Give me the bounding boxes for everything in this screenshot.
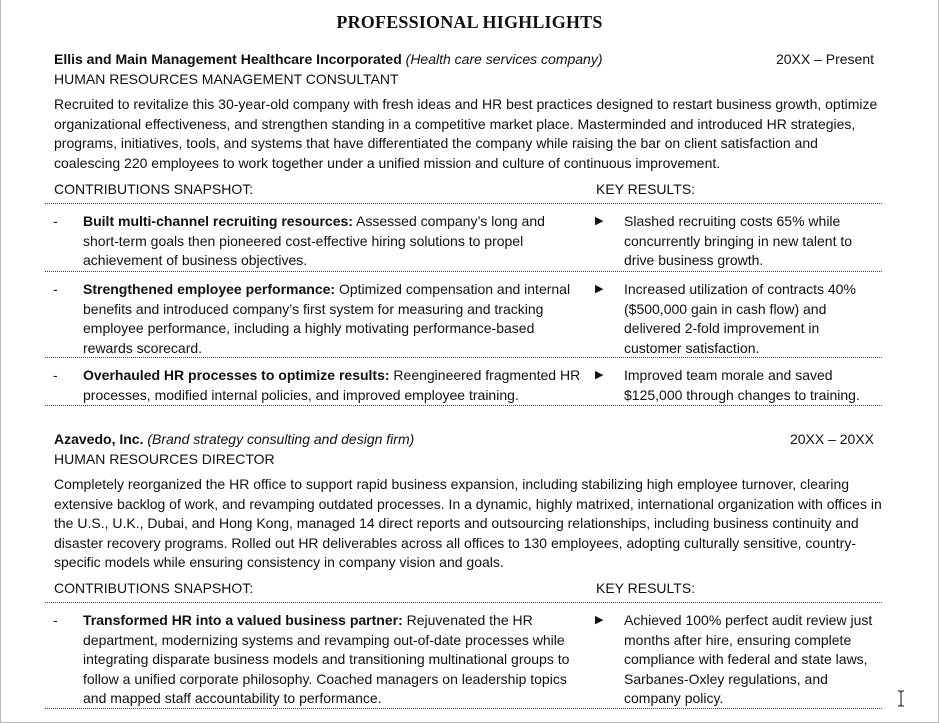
result-text: Slashed recruiting costs 65% while concurrently bringing in new talent to drive business growth. xyxy=(624,213,853,268)
contribution-heading: Strengthened employee performance: xyxy=(83,281,336,297)
contributions-label: CONTRIBUTIONS SNAPSHOT: xyxy=(54,181,254,197)
contribution-heading: Overhauled HR processes to optimize results: xyxy=(83,367,390,383)
contributions-label: CONTRIBUTIONS SNAPSHOT: xyxy=(54,580,254,596)
arrow-bullet-icon: ▶ xyxy=(595,369,604,381)
job-header xyxy=(54,430,876,469)
row-divider xyxy=(45,271,882,272)
contribution-body: Reengineered fragmented HR processes, modified internal policies, and improved employee training. xyxy=(83,367,581,403)
job-summary: Recruited to revitalize this 30-year-old company with fresh ideas and HR best practices designed to restart business growth, optimize organizational effectiveness, and strengthen standing in a competitive market place. Masterminded and introduced HR strategies, programs, initiatives, tools, and systems that have differentiated the company while raising the bar on client satisfaction and coalescing 220 employees to work together under a unified mission and culture of continuous improvement. xyxy=(54,96,878,171)
contribution-text xyxy=(83,366,583,405)
arrow-bullet-icon: ▶ xyxy=(595,215,604,227)
company-description: (Brand strategy consulting and design firm) xyxy=(147,431,415,447)
contribution-heading: Built multi-channel recruiting resources: xyxy=(83,213,353,229)
result-text: Improved team morale and saved $125,000 through changes to training. xyxy=(624,367,860,403)
contribution-body: Assessed company’s long and short-term goals then pioneered cost-effective hiring solutions to propel achievement of business objectives. xyxy=(83,213,545,268)
company-name: Azavedo, Inc. xyxy=(54,431,144,447)
row-divider xyxy=(45,708,882,709)
key-results-label: KEY RESULTS: xyxy=(596,181,696,197)
dash-marker: - xyxy=(53,367,58,383)
job-title: HUMAN RESOURCES DIRECTOR xyxy=(54,450,275,467)
row-divider xyxy=(45,405,882,406)
job-header xyxy=(54,50,876,89)
job-dates: 20XX – 20XX xyxy=(789,431,874,447)
job-summary: Completely reorganized the HR office to support rapid business expansion, including stabilizing high employee turnover, clearing extensive backlog of work, and revamping outdated processes. In a dynamic, highly matrixed, international organization with offices in the U.S., U.K., Dubai, and Hong Kong, managed 14 direct reports and outsourcing relationships, including business continuity and disaster recovery programs. Rolled out HR deliverables across all offices to 130 employees, adopting culturally sensitive, country-specific models while ensuring consistency in company vision and goals. xyxy=(54,476,882,570)
contribution-text xyxy=(83,611,583,709)
key-results-label: KEY RESULTS: xyxy=(596,580,696,596)
contribution-body: Rejuvenated the HR department, modernizing systems and revamping out-of-date processes while integrating disparate business models and transitioning multinational groups to follow a unified corporate philosophy. Coached managers on leadership topics and mapped staff accountability to performance. xyxy=(83,612,570,706)
arrow-bullet-icon: ▶ xyxy=(595,614,604,626)
dash-marker: - xyxy=(53,213,58,229)
row-divider xyxy=(45,357,882,358)
company-description: (Health care services company) xyxy=(405,51,603,67)
text-cursor-icon xyxy=(897,690,905,707)
dash-marker: - xyxy=(53,612,58,628)
contribution-text xyxy=(83,280,583,358)
contribution-text xyxy=(83,212,583,271)
contribution-body: Optimized compensation and internal benefits and introduced company’s first system for measuring and tracking employee performance, including a highly motivating performance-based rewards scorecard. xyxy=(83,281,571,356)
result-text: Increased utilization of contracts 40% ($500,000 gain in cash flow) and delivered 2-fold improvement in customer satisfaction. xyxy=(624,281,856,356)
job-title: HUMAN RESOURCES MANAGEMENT CONSULTANT xyxy=(54,70,399,87)
result-text: Achieved 100% perfect audit review just months after hire, ensuring complete compliance with federal and state laws, Sarbanes-Oxley regulations, and company policy. xyxy=(624,612,873,706)
row-divider xyxy=(45,203,882,204)
arrow-bullet-icon: ▶ xyxy=(595,283,604,295)
job-dates: 20XX – Present xyxy=(775,51,874,67)
contribution-heading: Transformed HR into a valued business partner: xyxy=(83,612,403,628)
dash-marker: - xyxy=(53,281,58,297)
row-divider xyxy=(45,602,882,603)
company-name: Ellis and Main Management Healthcare Incorporated xyxy=(54,51,402,67)
section-heading: PROFESSIONAL HIGHLIGHTS xyxy=(336,12,603,32)
